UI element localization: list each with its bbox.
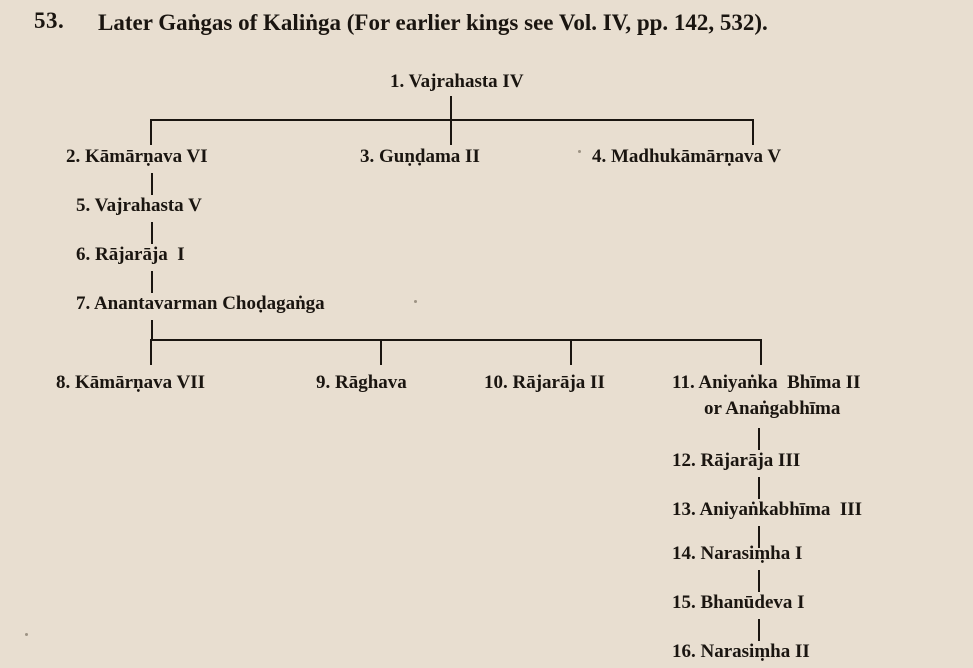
connector-drop-11 (760, 339, 762, 365)
connector-drop-2 (150, 119, 152, 145)
node-2-kamarnava-vi: 2. Kāmārṇava VI (66, 146, 208, 167)
node-14-narasimha-i: 14. Narasiṃha I (672, 543, 803, 564)
paper-speck (414, 300, 417, 303)
node-5-vajrahasta-v: 5. Vajrahasta V (76, 195, 202, 216)
connector-5-to-6 (151, 222, 153, 244)
entry-title: Later Gaṅgas of Kaliṅga (For earlier kings see Vol. IV, pp. 142, 532). (98, 10, 768, 35)
connector-12-to-13 (758, 477, 760, 499)
node-11-alt-name: or Anaṅgabhīma (704, 398, 841, 419)
node-1-vajrahasta-iv: 1. Vajrahasta IV (390, 71, 524, 92)
connector-drop-4 (752, 119, 754, 145)
paper-speck (578, 150, 581, 153)
node-12-rajaraja-iii: 12. Rājarāja III (672, 450, 801, 471)
connector-gen4-bar (150, 339, 762, 341)
connector-root-stem (450, 96, 452, 120)
paper-speck (25, 633, 28, 636)
node-9-raghava: 9. Rāghava (316, 372, 407, 393)
node-11-aniyanka-bhima-ii: 11. Aniyaṅka Bhīma II (672, 372, 861, 393)
node-13-aniyankabhima-iii: 13. Aniyaṅkabhīma III (672, 499, 863, 520)
connector-gen2-bar (150, 119, 754, 121)
connector-6-to-7 (151, 271, 153, 293)
connector-drop-9 (380, 339, 382, 365)
node-15-bhanudeva-i: 15. Bhanūdeva I (672, 592, 805, 613)
page-title (30, 8, 950, 39)
connector-2-to-5 (151, 173, 153, 195)
node-6-rajaraja-i: 6. Rājarāja I (76, 244, 185, 265)
node-10-rajaraja-ii: 10. Rājarāja II (484, 372, 605, 393)
connector-11-to-12 (758, 428, 760, 450)
connector-drop-3 (450, 119, 452, 145)
node-4-madhukamarnava-v: 4. Madhukāmārṇava V (592, 146, 782, 167)
node-3-gundama-ii: 3. Guṇḍama II (360, 146, 480, 167)
connector-drop-8 (150, 339, 152, 365)
connector-14-to-15 (758, 570, 760, 592)
node-7-anantavarman-chodaganga: 7. Anantavarman Choḍagaṅga (76, 293, 325, 314)
connector-7-stem (151, 320, 153, 340)
entry-number: 53. (34, 8, 65, 33)
connector-15-to-16 (758, 619, 760, 641)
connector-drop-10 (570, 339, 572, 365)
node-16-narasimha-ii: 16. Narasiṃha II (672, 641, 810, 662)
node-8-kamarnava-vii: 8. Kāmārṇava VII (56, 372, 206, 393)
